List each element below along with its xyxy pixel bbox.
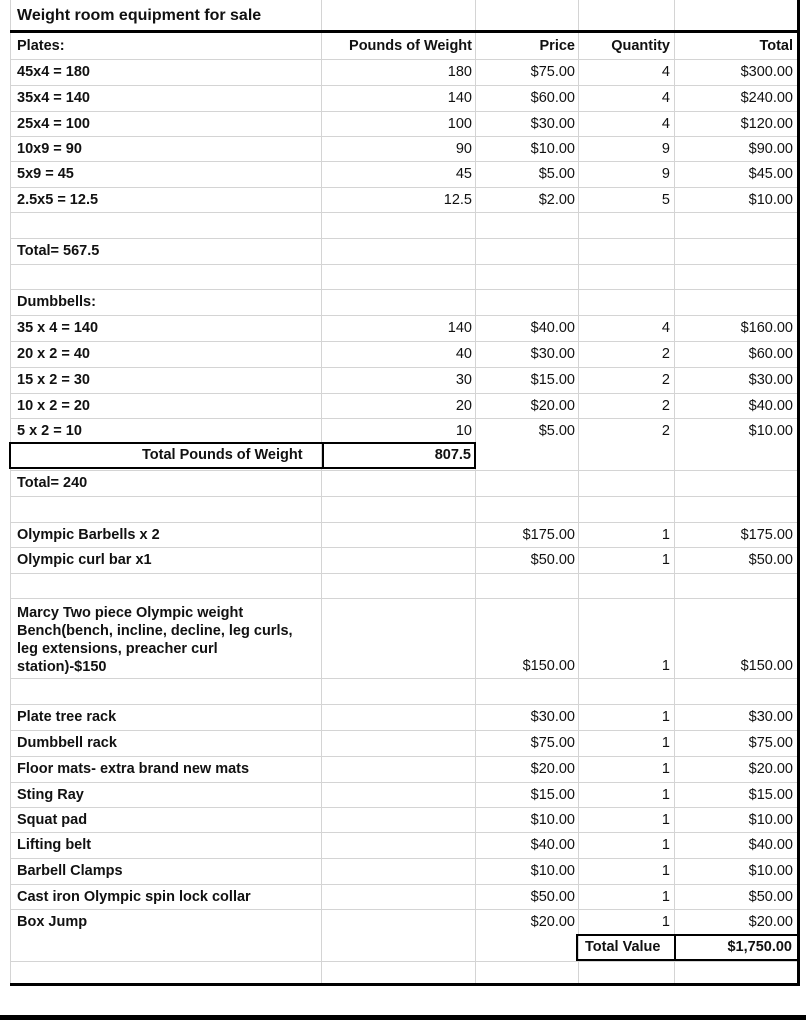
price-cell[interactable]: $5.00	[538, 166, 575, 182]
price-cell[interactable]: $30.00	[530, 116, 575, 132]
price-cell[interactable]: $10.00	[530, 863, 575, 879]
dumbbells-label[interactable]: Dumbbells:	[17, 294, 96, 310]
plates-total[interactable]: Total= 567.5	[17, 243, 100, 259]
price-cell[interactable]: $175.00	[522, 527, 575, 543]
item-cell[interactable]: 5 x 2 = 10	[17, 423, 82, 439]
price-cell[interactable]: $10.00	[530, 812, 575, 828]
quantity-cell[interactable]: 1	[661, 552, 670, 568]
grid-line	[10, 598, 800, 599]
quantity-cell[interactable]: 9	[661, 141, 670, 157]
pounds-cell[interactable]: 10	[455, 423, 472, 439]
total-value-label[interactable]: Total Value	[585, 939, 661, 955]
table-row	[0, 909, 806, 935]
price-cell[interactable]: $50.00	[530, 889, 575, 905]
item-cell[interactable]: 45x4 = 180	[17, 64, 90, 80]
price-cell[interactable]: $30.00	[530, 709, 575, 725]
item-cell[interactable]: 15 x 2 = 30	[17, 372, 90, 388]
total-cell[interactable]: $10.00	[748, 812, 793, 828]
table-row	[0, 341, 806, 367]
item-cell[interactable]: Floor mats- extra brand new mats	[17, 761, 250, 777]
item-cell[interactable]: Squat pad	[17, 812, 88, 828]
table-row	[0, 704, 806, 730]
table-row	[0, 547, 806, 573]
quantity-cell[interactable]: 1	[661, 914, 670, 930]
pounds-cell[interactable]: 12.5	[443, 192, 472, 208]
total-cell[interactable]: $45.00	[748, 166, 793, 182]
total-cell[interactable]: $20.00	[748, 914, 793, 930]
total-cell[interactable]: $300.00	[740, 64, 793, 80]
screen-bottom-edge	[0, 1015, 806, 1020]
total-cell[interactable]: $60.00	[748, 346, 793, 362]
total-cell[interactable]: $90.00	[748, 141, 793, 157]
table-row	[0, 367, 806, 393]
total-cell[interactable]: $150.00	[740, 658, 793, 674]
price-cell[interactable]: $40.00	[530, 320, 575, 336]
dumbbells-total[interactable]: Total= 240	[17, 475, 88, 491]
quantity-cell[interactable]: 1	[661, 658, 670, 674]
grid-line	[10, 496, 800, 497]
sheet-title[interactable]: Weight room equipment for sale	[17, 7, 262, 24]
total-cell[interactable]: $50.00	[748, 889, 793, 905]
table-row	[0, 756, 806, 782]
total-cell[interactable]: $240.00	[740, 90, 793, 106]
total-cell[interactable]: $50.00	[748, 552, 793, 568]
total-cell[interactable]: $160.00	[740, 320, 793, 336]
header-quantity[interactable]: Quantity	[611, 38, 670, 54]
subtotal-row	[0, 470, 806, 496]
price-cell[interactable]: $2.00	[538, 192, 575, 208]
pounds-cell[interactable]: 90	[455, 141, 472, 157]
table-row	[0, 858, 806, 884]
item-cell[interactable]: 5x9 = 45	[17, 166, 74, 182]
right-border	[797, 0, 800, 986]
price-cell[interactable]: $50.00	[530, 552, 575, 568]
table-row	[0, 315, 806, 341]
price-cell[interactable]: $15.00	[530, 787, 575, 803]
price-cell[interactable]: $5.00	[538, 423, 575, 439]
total-cell[interactable]: $75.00	[748, 735, 793, 751]
grid-line	[10, 264, 800, 265]
total-cell[interactable]: $120.00	[740, 116, 793, 132]
item-cell[interactable]: 2.5x5 = 12.5	[17, 192, 99, 208]
title-border	[10, 30, 800, 33]
quantity-cell[interactable]: 2	[661, 423, 670, 439]
table-row	[0, 730, 806, 756]
quantity-cell[interactable]: 1	[661, 812, 670, 828]
item-cell[interactable]: Dumbbell rack	[17, 735, 117, 751]
pounds-cell[interactable]: 30	[455, 372, 472, 388]
item-cell[interactable]: 25x4 = 100	[17, 116, 90, 132]
price-cell[interactable]: $40.00	[530, 837, 575, 853]
total-cell[interactable]: $20.00	[748, 761, 793, 777]
quantity-cell[interactable]: 1	[661, 889, 670, 905]
table-row	[0, 85, 806, 111]
item-cell[interactable]: Plate tree rack	[17, 709, 117, 725]
quantity-cell[interactable]: 1	[661, 709, 670, 725]
table-row	[0, 653, 806, 679]
item-cell[interactable]: 35x4 = 140	[17, 90, 90, 106]
table-row	[0, 59, 806, 85]
pounds-cell[interactable]: 140	[447, 90, 472, 106]
quantity-cell[interactable]: 4	[661, 90, 670, 106]
table-row	[0, 522, 806, 548]
item-cell[interactable]: 10 x 2 = 20	[17, 398, 90, 414]
price-cell[interactable]: $15.00	[530, 372, 575, 388]
pounds-cell[interactable]: 100	[447, 116, 472, 132]
table-row	[0, 832, 806, 858]
quantity-cell[interactable]: 1	[661, 527, 670, 543]
total-cell[interactable]: $30.00	[748, 709, 793, 725]
item-cell[interactable]: 20 x 2 = 40	[17, 346, 90, 362]
item-cell[interactable]: Olympic curl bar x1	[17, 552, 152, 568]
table-row	[0, 393, 806, 419]
header-total[interactable]: Total	[759, 38, 793, 54]
header-price[interactable]: Price	[539, 38, 575, 54]
price-cell[interactable]: $10.00	[530, 141, 575, 157]
bench-item-cell[interactable]: Marcy Two piece Olympic weight Bench(bench, incline, decline, leg curls, leg extensions, preacher curl station)-$150	[17, 605, 293, 675]
total-cell[interactable]: $30.00	[748, 372, 793, 388]
price-cell[interactable]: $20.00	[530, 398, 575, 414]
item-cell[interactable]: Box Jump	[17, 914, 88, 930]
table-row	[0, 782, 806, 808]
price-cell[interactable]: $20.00	[530, 761, 575, 777]
quantity-cell[interactable]: 1	[661, 787, 670, 803]
section-row	[0, 289, 806, 315]
quantity-cell[interactable]: 9	[661, 166, 670, 182]
table-row	[0, 418, 806, 444]
total-cell[interactable]: $10.00	[748, 423, 793, 439]
item-cell[interactable]: Olympic Barbells x 2	[17, 527, 160, 543]
quantity-cell[interactable]: 1	[661, 837, 670, 853]
total-cell[interactable]: $10.00	[748, 863, 793, 879]
quantity-cell[interactable]: 4	[661, 116, 670, 132]
pounds-cell[interactable]: 45	[455, 166, 472, 182]
price-cell[interactable]: $30.00	[530, 346, 575, 362]
table-row	[0, 136, 806, 162]
header-item[interactable]: Plates:	[17, 38, 65, 54]
item-cell[interactable]: 10x9 = 90	[17, 141, 82, 157]
total-cell[interactable]: $40.00	[748, 398, 793, 414]
total-cell[interactable]: $40.00	[748, 837, 793, 853]
bottom-border	[10, 983, 800, 986]
item-cell[interactable]: Cast iron Olympic spin lock collar	[17, 889, 251, 905]
total-cell[interactable]: $175.00	[740, 527, 793, 543]
item-cell[interactable]: Barbell Clamps	[17, 863, 123, 879]
pounds-cell[interactable]: 180	[447, 64, 472, 80]
subtotal-row	[0, 238, 806, 264]
grid-line	[10, 961, 800, 962]
price-cell[interactable]: $75.00	[530, 735, 575, 751]
price-cell[interactable]: $20.00	[530, 914, 575, 930]
pounds-cell[interactable]: 140	[447, 320, 472, 336]
quantity-cell[interactable]: 2	[661, 372, 670, 388]
table-row	[0, 111, 806, 137]
header-row	[0, 33, 806, 59]
grid-line	[10, 573, 800, 574]
quantity-cell[interactable]: 2	[661, 346, 670, 362]
quantity-cell[interactable]: 4	[661, 320, 670, 336]
total-cell[interactable]: $10.00	[748, 192, 793, 208]
table-row	[0, 161, 806, 187]
quantity-cell[interactable]: 5	[661, 192, 670, 208]
quantity-cell[interactable]: 2	[661, 398, 670, 414]
total-pounds-label[interactable]: Total Pounds of Weight	[142, 447, 303, 463]
quantity-cell[interactable]: 1	[661, 761, 670, 777]
table-row	[0, 187, 806, 213]
item-cell[interactable]: Sting Ray	[17, 787, 84, 803]
item-cell[interactable]: Lifting belt	[17, 837, 92, 853]
quantity-cell[interactable]: 1	[661, 863, 670, 879]
price-cell[interactable]: $75.00	[530, 64, 575, 80]
table-row	[0, 884, 806, 910]
quantity-cell[interactable]: 1	[661, 735, 670, 751]
pounds-cell[interactable]: 40	[455, 346, 472, 362]
total-pounds-value[interactable]: 807.5	[434, 447, 471, 463]
price-cell[interactable]: $60.00	[530, 90, 575, 106]
total-value[interactable]: $1,750.00	[727, 939, 792, 955]
table-row	[0, 807, 806, 833]
pounds-cell[interactable]: 20	[455, 398, 472, 414]
total-cell[interactable]: $15.00	[748, 787, 793, 803]
quantity-cell[interactable]: 4	[661, 64, 670, 80]
item-cell[interactable]: 35 x 4 = 140	[17, 320, 99, 336]
header-pounds[interactable]: Pounds of Weight	[349, 38, 472, 54]
price-cell[interactable]: $150.00	[522, 658, 575, 674]
